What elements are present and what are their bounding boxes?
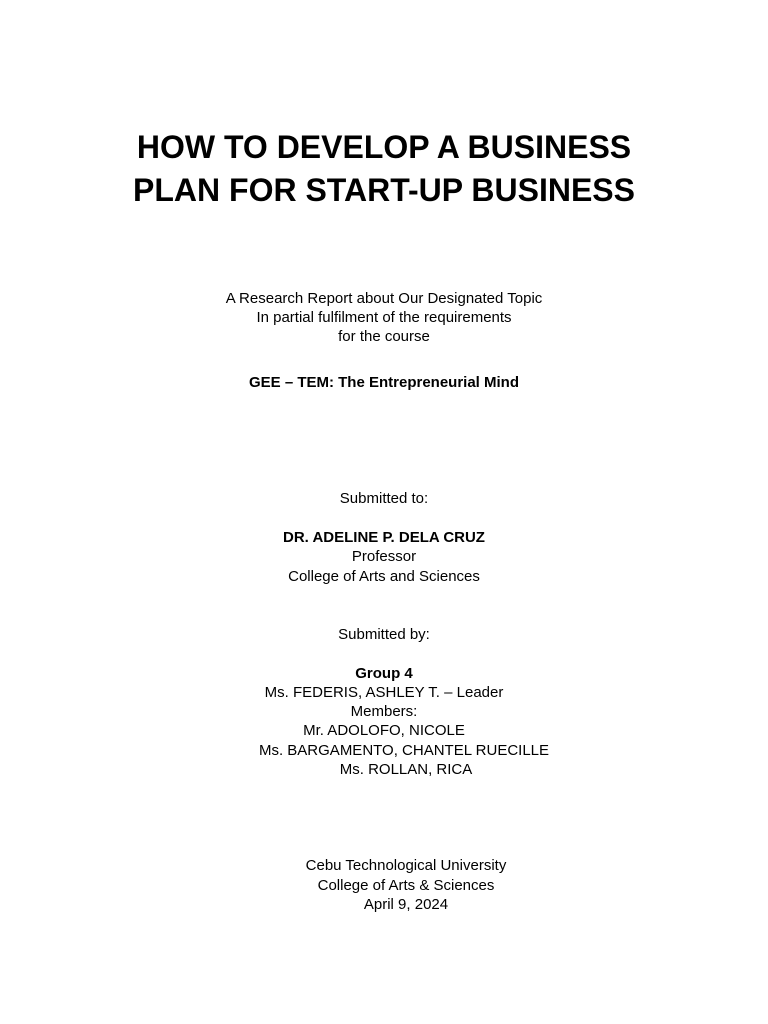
intro-line-2: In partial fulfilment of the requirements [256, 309, 512, 326]
member-item: Ms. BARGAMENTO, CHANTEL RUECILLE [258, 742, 550, 759]
member-item: Ms. ROLLAN, RICA [339, 761, 473, 778]
university-name: Cebu Technological University [305, 857, 507, 874]
intro-line-1: A Research Report about Our Designated Topic [225, 290, 543, 307]
title-line-2: PLAN FOR START-UP BUSINESS [133, 172, 635, 208]
professor-name: DR. ADELINE P. DELA CRUZ [283, 529, 485, 546]
group-name: Group 4 [355, 665, 413, 682]
members-label: Members: [350, 703, 418, 720]
submitted-to-label: Submitted to: [339, 490, 429, 507]
group-leader: Ms. FEDERIS, ASHLEY T. – Leader [264, 684, 504, 701]
professor-college: College of Arts and Sciences [288, 568, 480, 585]
course-title: GEE – TEM: The Entrepreneurial Mind [248, 374, 520, 391]
member-item: Mr. ADOLOFO, NICOLE [303, 722, 465, 739]
professor-position: Professor [351, 548, 417, 565]
submitted-by-label: Submitted by: [338, 626, 430, 643]
footer-college: College of Arts & Sciences [317, 877, 495, 894]
title-line-1: HOW TO DEVELOP A BUSINESS [136, 129, 632, 165]
intro-line-3: for the course [338, 328, 430, 345]
submission-date: April 9, 2024 [363, 896, 449, 913]
